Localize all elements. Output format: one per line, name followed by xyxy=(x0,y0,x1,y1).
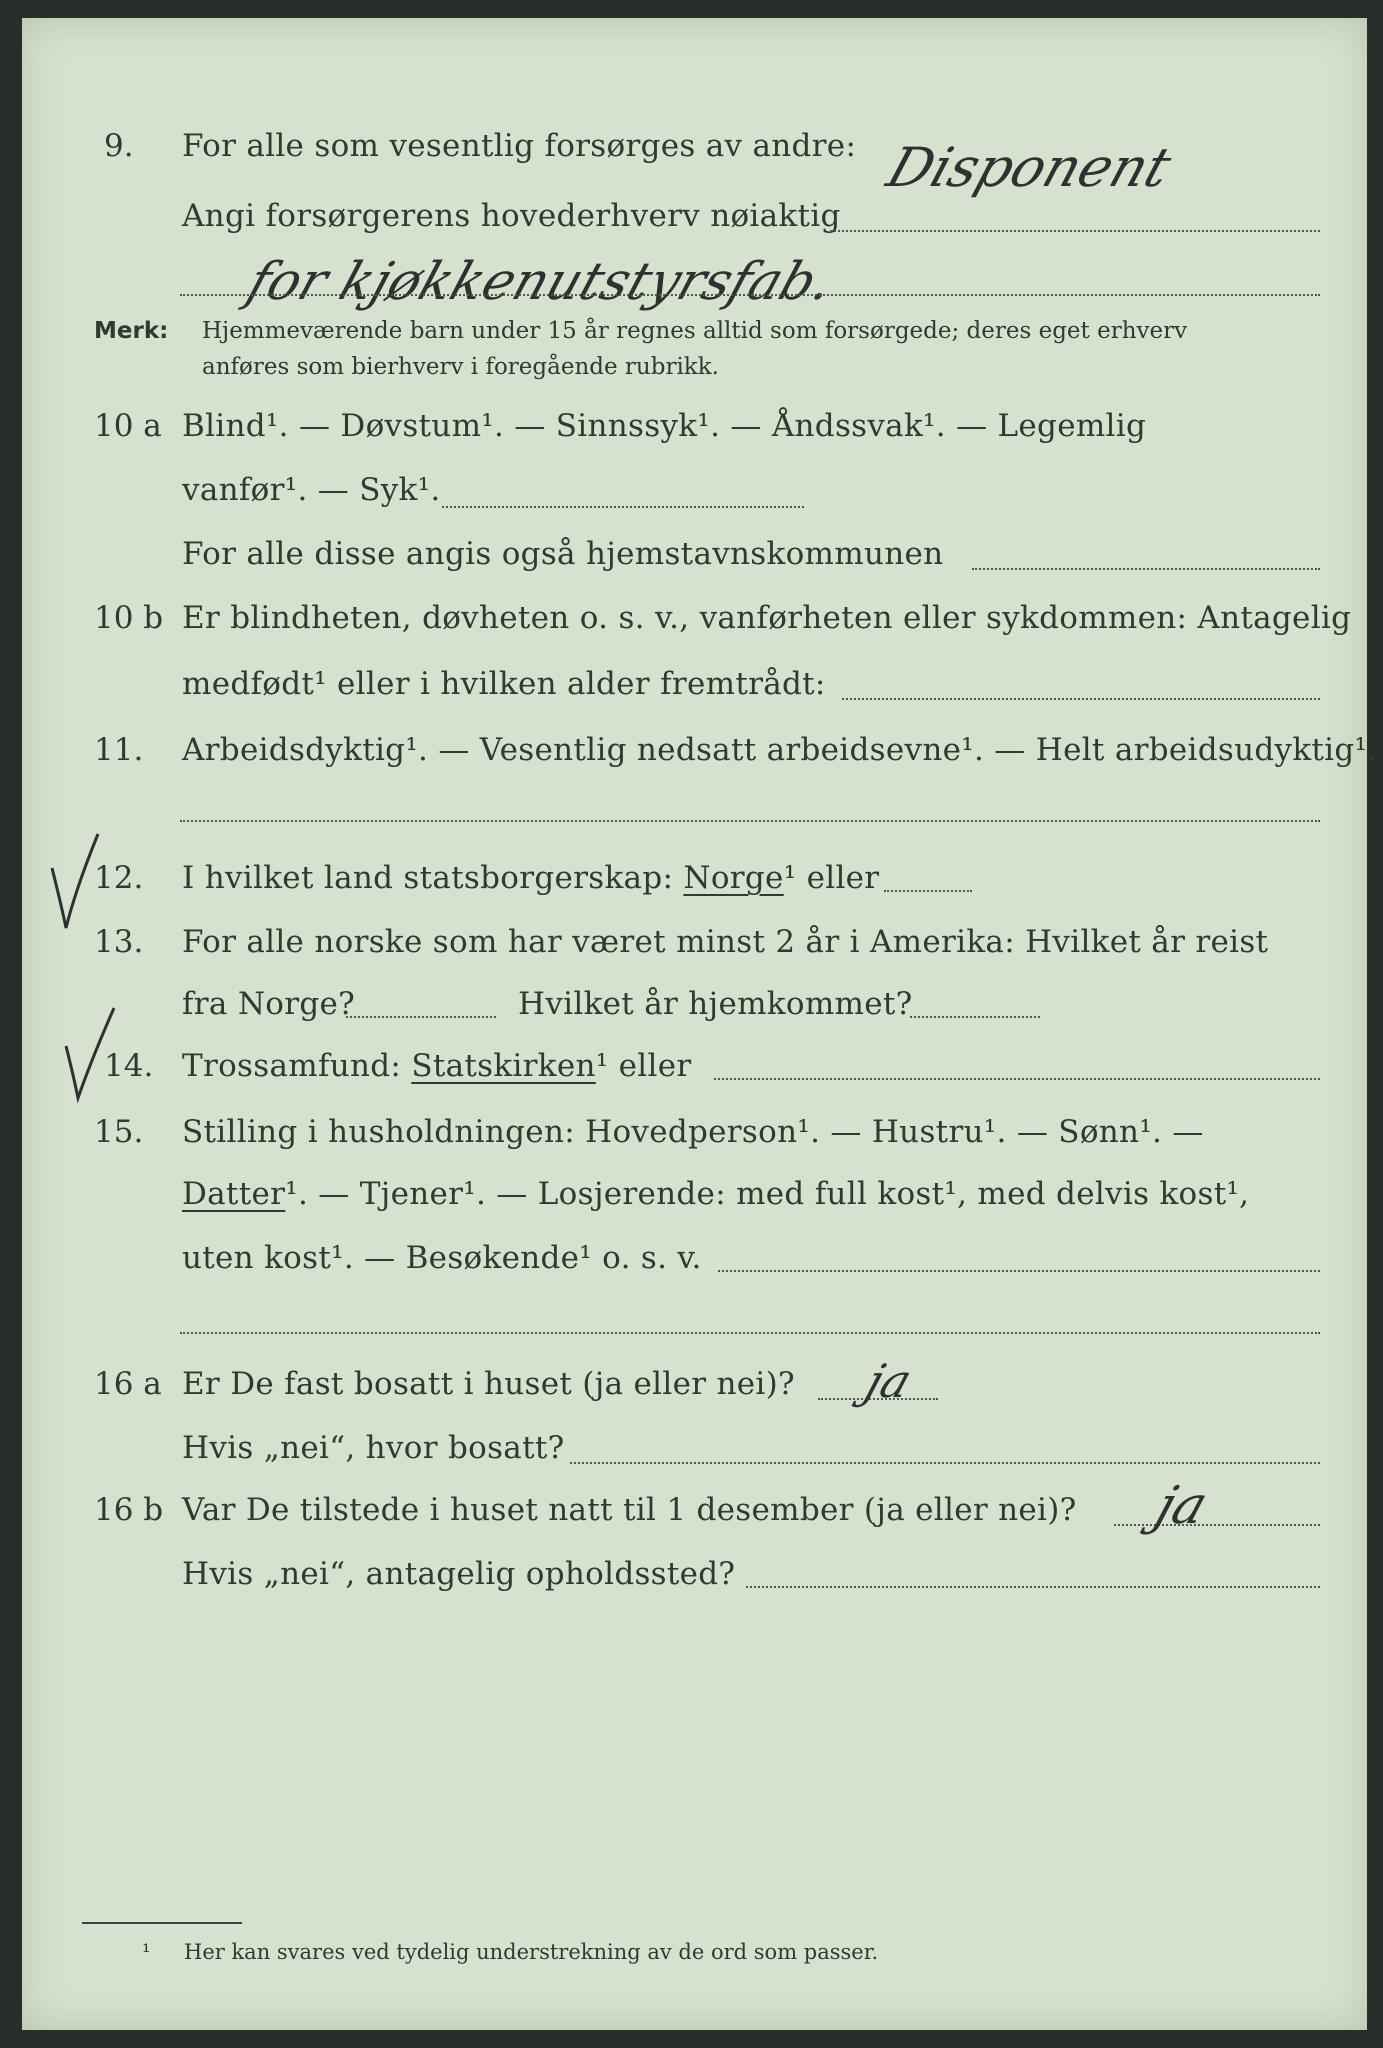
q15-line2 xyxy=(182,1176,1249,1212)
q14-line xyxy=(182,1048,692,1084)
q12-text-pre: I hvilket land statsborgerskap: xyxy=(182,860,674,896)
q16b-line1: Var De tilstede i huset natt til 1 desember (ja eller nei)? xyxy=(182,1492,1077,1528)
q10a-number: 10 a xyxy=(94,408,162,444)
q10b-number: 10 b xyxy=(94,600,164,636)
q11-number: 11. xyxy=(94,732,144,768)
q10a-answer-line-1 xyxy=(442,506,804,508)
q15-answer-line-1 xyxy=(718,1270,1320,1272)
q13-answer-line-1 xyxy=(346,1016,496,1018)
q15-line1: Stilling i husholdningen: Hovedperson¹. — Hustru¹. — Sønn¹. — xyxy=(182,1114,1204,1150)
q14-number: 14. xyxy=(104,1048,154,1084)
merk-line2: anføres som bierhverv i foregående rubrikk. xyxy=(202,354,719,380)
q15-answer-line-2 xyxy=(180,1332,1320,1334)
q10a-line3: For alle disse angis også hjemstavnskommunen xyxy=(182,536,944,572)
q9-answer-line-2 xyxy=(180,294,1320,296)
q14-text-post: ¹ eller xyxy=(595,1048,692,1084)
q16a-line2: Hvis „nei“, hvor bosatt? xyxy=(182,1430,565,1466)
q16a-number: 16 a xyxy=(94,1366,162,1402)
q16a-handwritten-answer: ja xyxy=(859,1354,919,1408)
q10b-answer-line xyxy=(842,698,1320,700)
q13-answer-line-2 xyxy=(910,1016,1040,1018)
q9-line2: Angi forsørgerens hovederhverv nøiaktig xyxy=(182,198,841,234)
q10b-line2: medfødt¹ eller i hvilken alder fremtrådt: xyxy=(182,666,826,702)
q9-answer-line-1 xyxy=(830,230,1320,232)
q9-line1: For alle som vesentlig forsørges av andre: xyxy=(182,128,857,164)
q13-line2b: Hvilket år hjemkommet? xyxy=(518,986,913,1022)
q15-line3: uten kost¹. — Besøkende¹ o. s. v. xyxy=(182,1240,702,1276)
q15-number: 15. xyxy=(94,1114,144,1150)
footnote-text: Her kan svares ved tydelig understrekning av de ord som passer. xyxy=(184,1940,879,1964)
q11-answer-line xyxy=(180,820,1320,822)
q14-answer-line xyxy=(714,1078,1320,1080)
merk-line1: Hjemmeværende barn under 15 år regnes alltid som forsørgede; deres eget erhverv xyxy=(202,318,1188,344)
q13-line1: For alle norske som har været minst 2 år i Amerika: Hvilket år reist xyxy=(182,924,1269,960)
q14-underlined-answer: Statskirken xyxy=(411,1048,596,1084)
footnote-mark: ¹ xyxy=(142,1940,151,1964)
q16b-answer-line-1 xyxy=(1114,1524,1320,1526)
q12-underlined-answer: Norge xyxy=(683,860,784,896)
q12-text-post: ¹ eller xyxy=(783,860,880,896)
q13-line2a: fra Norge? xyxy=(182,986,356,1022)
census-form-page xyxy=(22,18,1378,2030)
q12-answer-line xyxy=(884,890,972,892)
q16b-number: 16 b xyxy=(94,1492,164,1528)
q10b-line1: Er blindheten, døvheten o. s. v., vanførheten eller sykdommen: Antagelig xyxy=(182,600,1352,636)
q9-handwritten-answer-2: for kjøkkenutstyrsfab. xyxy=(240,252,841,312)
q10a-line2: vanfør¹. — Syk¹. xyxy=(182,472,441,508)
q14-text-pre: Trossamfund: xyxy=(182,1048,402,1084)
q11-line1: Arbeidsdyktig¹. — Vesentlig nedsatt arbeidsevne¹. — Helt arbeidsudyktig¹. xyxy=(182,732,1378,768)
q16b-handwritten-answer: ja xyxy=(1148,1476,1215,1536)
q9-number: 9. xyxy=(104,128,134,164)
q12-line xyxy=(182,860,879,896)
footnote-rule xyxy=(82,1922,242,1924)
q16a-answer-line-2 xyxy=(570,1462,1320,1464)
q16a-line1: Er De fast bosatt i huset (ja eller nei)? xyxy=(182,1366,795,1402)
q10a-answer-line-2 xyxy=(972,568,1320,570)
q15-underlined-answer: Datter xyxy=(182,1176,286,1212)
merk-label: Merk: xyxy=(94,318,169,344)
q15-line2-rest: ¹. — Tjener¹. — Losjerende: med full kost¹, med delvis kost¹, xyxy=(285,1176,1250,1212)
q13-number: 13. xyxy=(94,924,144,960)
q16b-answer-line-2 xyxy=(746,1586,1320,1588)
q10a-line1: Blind¹. — Døvstum¹. — Sinnssyk¹. — Åndssvak¹. — Legemlig xyxy=(182,408,1147,444)
q16b-line2: Hvis „nei“, antagelig opholdssted? xyxy=(182,1556,736,1592)
q12-number: 12. xyxy=(94,860,144,896)
q9-handwritten-answer-1: Disponent xyxy=(879,136,1179,199)
